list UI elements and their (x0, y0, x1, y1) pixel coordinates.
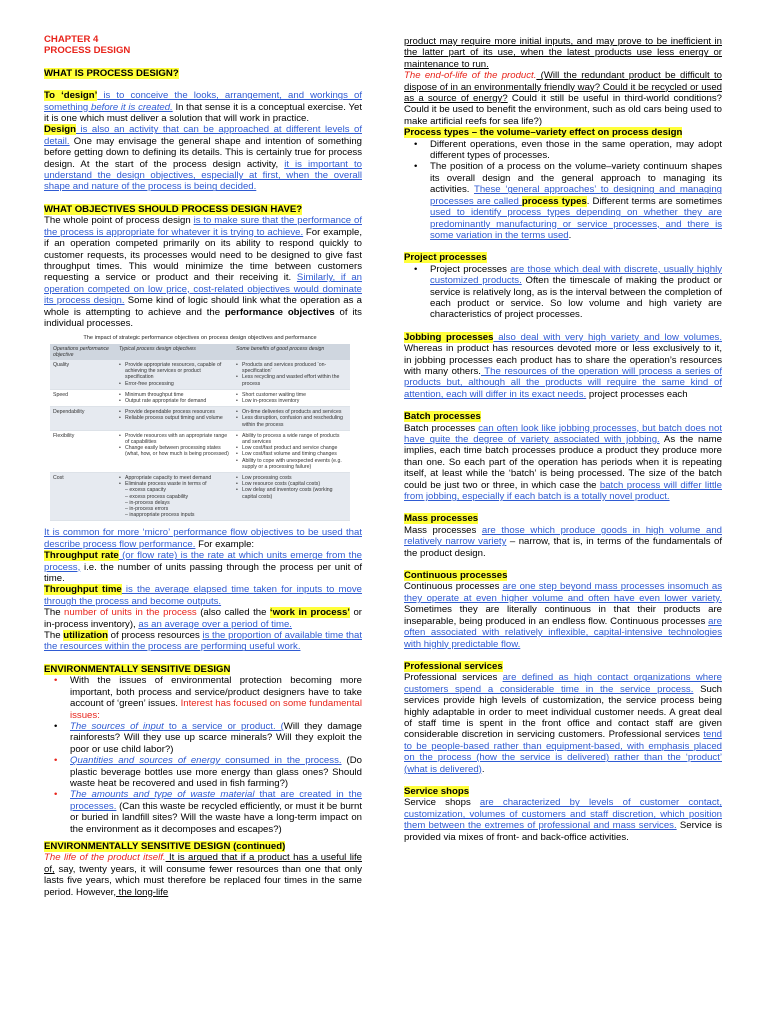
left-column (44, 34, 362, 898)
heading-project-processes: Project processes (404, 252, 487, 264)
list-item: • The position of a process on the volume–variety continuum shapes its overall design and the general approach to managing its activities. These ‘general approaches’ to designing and managing processes are called process types. Different terms are sometimes used to identify process types depending on whether they are predominantly manufacturing or service processes, and there is some variation in the terms used. (414, 161, 722, 241)
list-item: • Quantities and sources of energy consumed in the process. (Do plastic beverage bottles use more energy than glass ones? Should waste heat be recovered and used in fish farming?) (54, 755, 362, 789)
paragraph-product-life: The life of the product itself. It is argued that if a product has a useful life of, say, twenty years, it will consume fewer resources than one that only lasts five years, which must therefore be replaced four times in the same period. However, the long-life (44, 852, 362, 898)
paragraph-jobbing-processes: Jobbing processes also deal with very high variety and low volumes. Whereas in product has resources devoted more or less exclusively to it, in jobbing processes each product has to share the operation’s resources with many others. The resources of the operation will process a series of products but, although all the products will require the same kind of attention, each will differ in its exact needs. project processes each (404, 331, 722, 400)
table-list-item: • Low in-process inventory (236, 397, 300, 404)
paragraph-work-in-process: The number of units in the process (also called the ‘work in process’ or in-process inventory), as an average over a period of time. (44, 607, 362, 630)
table-header: Some benefits of good process design (233, 344, 350, 360)
table-cell-design (116, 430, 233, 472)
list-item: • Different operations, even those in the same operation, may adopt different types of processes. (414, 138, 722, 162)
heading-service-shops: Service shops (404, 785, 470, 797)
right-column (404, 36, 722, 843)
table-list-item: • Low processing costs (236, 475, 292, 481)
heading-objectives: WHAT OBJECTIVES SHOULD PROCESS DESIGN HAVE? (44, 203, 303, 215)
table-list-item: • Ability to cope with unexpected events (e.g. supply or a processing failure) (236, 457, 342, 470)
table-list-item: • Less disruption, confusion and rescheduling within the process (236, 415, 343, 428)
paragraph-design-activity: Design is also an activity that can be approached at different levels of detail. One may envisage the general shape and intention of something before getting down to defining its details. This is certainly true for process design. At the start of the process design activity, it is important to understand the design objectives, especially at first, when the overall shape and nature of the process is being decided. (44, 124, 362, 193)
table-list-item: • Ability to process a wide range of products and services (236, 432, 340, 445)
heading-professional-services: Professional services (404, 660, 503, 672)
table-list-item: – excess process capability (125, 493, 189, 500)
paragraph-throughput-time: Throughput time is the average elapsed time taken for inputs to move through the process and become outputs. (44, 584, 363, 607)
table-list-item: • Provide appropriate resources, capable of achieving the services or product specification (119, 361, 222, 381)
table-cell-design (116, 360, 233, 389)
table-header: Operations performance objective (50, 344, 116, 360)
table-cell-benefits (233, 360, 350, 389)
heading-mass-processes: Mass processes (404, 513, 479, 525)
heading-environmentally-sensitive-design-continued: ENVIRONMENTALLY SENSITIVE DESIGN (continued) (44, 840, 286, 852)
table-row (50, 389, 350, 406)
table-list-item: • Low resource costs (capital costs) (236, 481, 321, 488)
table-cell-design (116, 473, 233, 521)
table-list-item: • Change easily between processing states (what, how, or how much is being processed) (119, 445, 229, 458)
table-list-item: • Output rate appropriate for demand (119, 397, 207, 404)
table-list-item: • Short customer waiting time (236, 391, 307, 398)
table-header: Typical process design objectives (116, 344, 233, 360)
list-item: • The sources of input to a service or product. (Will they damage rainforests? Will they use up scarce minerals? Will they exploit the poor or use child labor?) (54, 720, 362, 755)
project-bullet-list (404, 264, 722, 321)
table-list-item: • Less recycling and wasted effort within the process (236, 374, 340, 387)
table-row (50, 407, 350, 431)
table-list-item: – in-process delays (125, 499, 170, 506)
heading-continuous-processes: Continuous processes (404, 570, 508, 582)
table-list-item: • Reliable process output timing and volume (119, 415, 223, 422)
process-types-bullet-list (404, 139, 722, 242)
table-cell-benefits (233, 473, 350, 521)
table-cell-objective: Quality (50, 360, 116, 389)
list-item: • The amounts and type of waste material that are created in the processes. (Can this waste be recycled efficiently, or must it be burnt or buried in landfill sites? Will the waste have a long-term impact on the environment as it decomposes and escapes?) (54, 789, 363, 835)
list-item: • With the issues of environmental protection becoming more important, both process and service/product designers have to take account of ‘green’ issues. Interest has focused on some fundamental issues: (54, 675, 362, 721)
paragraph-design-definition: To ‘design’ is to conceive the looks, arrangement, and workings of something before it is created. In that sense it is a conceptual exercise. Yet it is one which must deliver a solution that will work in practice. (44, 90, 363, 125)
paragraph-batch-processes: Batch processes can often look like jobbing processes, but batch does not have quite the degree of variety associated with jobbing. As the name implies, each time batch processes produce a product they produce more than one. So each part of the operation has periods when it is repeating itself, at least while the ‘batch’ is being processed. The size of the batch could be just two or three, in which case the batch process will differ little from jobbing, especially if each batch is a totally novel product. (404, 422, 722, 503)
chapter-label: CHAPTER 4 (44, 34, 99, 45)
paragraph-utilization: The utilization of process resources is the proportion of available time that the resources within the process are performing useful work. (44, 630, 362, 653)
heading-process-types: Process types – the volume–variety effect on process design (404, 127, 683, 139)
environment-bullet-list (44, 675, 362, 835)
paragraph-end-of-life: The end-of-life of the product. (Will the redundant product be difficult to dispose of in an environmentally friendly way? Could it be recycled or used as a source of energy? Could it still be useful in third-world conditions? Could it be used to benefit the environment, such as old cars being used to make artificial reefs for sea life?) (404, 70, 722, 127)
paragraph-service-shops: Service shops are characterized by levels of customer contact, customization, volumes of customers and staff discretion, which position them between the extremes of professional and mass services. Service is provided via mixes of front- and back-office activities. (404, 797, 722, 843)
table-list-item: • Error-free processing (119, 380, 174, 387)
heading-batch-processes: Batch processes (404, 411, 481, 423)
paragraph-micro-objectives: It is common for more ‘micro’ performance flow objectives to be used that describe process flow performance. For example: (44, 527, 362, 550)
paragraph-continuous-processes: Continuous processes are one step beyond mass processes insomuch as they operate at even higher volume and often have even lower variety. Sometimes they are literally continuous in that their products are inseparable, being produced in an endless flow. Continuous processes are often associated with relatively inflexible, capital-intensive technologies with highly predictable flow. (404, 581, 722, 650)
table-cell-design (116, 389, 233, 406)
heading-environmentally-sensitive-design: ENVIRONMENTALLY SENSITIVE DESIGN (44, 663, 231, 675)
table-list-item: • Provide resources with an appropriate range of capabilities (119, 432, 228, 445)
table-row (50, 430, 350, 472)
paragraph-mass-processes: Mass processes are those which produce goods in high volume and relatively narrow variety – narrow, that is, in terms of the fundamentals of the product design. (404, 524, 722, 559)
table-cell-benefits (233, 407, 350, 431)
heading-what-is-process-design: WHAT IS PROCESS DESIGN? (44, 67, 179, 79)
table-cell-benefits (233, 430, 350, 472)
table-cell-objective: Cost (50, 473, 116, 521)
paragraph-professional-services: Professional services are defined as high contact organizations where customers spend a considerable time in the service process. Such services provide high levels of customization, the service process being highly adaptable in order to meet individual customer needs. A great deal of staff time is spent in the front office and contact staff are given considerable discretion in servicing customers. Professional services tend to be people-based rather than equipment-based, with emphasis placed on the process (how the service is delivered) rather than the ‘product’ (what is delivered). (404, 672, 723, 775)
table-list-item: – excess capacity (125, 487, 166, 494)
table-list-item: • Low cost/fast product and service change (236, 445, 338, 452)
table-list-item: • Appropriate capacity to meet demand (119, 475, 212, 481)
table-cell-benefits (233, 389, 350, 406)
table-list-item: • Low cost/fast volume and timing changes (236, 451, 337, 458)
chapter-title: PROCESS DESIGN (44, 45, 131, 57)
table-list-item: – in-process errors (125, 506, 169, 513)
table-caption: The impact of strategic performance objectives on process design objectives and performance (83, 335, 317, 342)
table-list-item: • Provide dependable process resources (119, 409, 215, 416)
performance-objectives-table (50, 335, 350, 521)
list-item: • Project processes are those which deal with discrete, usually highly customized products. Often the timescale of making the product or service is relatively long, as is the interval between the completion of each product or service. So low volume and high variety are characteristics of project processes. (414, 263, 722, 321)
table-cell-design (116, 407, 233, 431)
table-list-item: • Low delay and inventory costs (working capital costs) (236, 487, 333, 500)
table-list-item: • Eliminate process waste in terms of (119, 481, 207, 488)
table-list-item: • On-time deliveries of products and services (236, 409, 342, 416)
table-cell-objective: Dependability (50, 407, 116, 431)
table-cell-objective: Flexibility (50, 430, 116, 472)
table-list-item: • Products and services produced ‘on-specification’ (236, 361, 327, 375)
paragraph-objectives: The whole point of process design is to make sure that the performance of the process is appropriate for whatever it is trying to achieve. For example, if an operation competed primarily on its ability to respond quickly to customer requests, its processes would need to be designed to give fast throughput times. This would minimize the time between customers requesting a service or product and their receiving it. Similarly, if an operation competed on low price, cost-related objectives would dominate its process design. Some kind of logic should link what the operation as a whole is attempting to achieve and the performance objectives of its individual processes. (44, 215, 362, 329)
table-row (50, 473, 350, 521)
table-row (50, 360, 350, 389)
paragraph-long-life-continued: product may require more initial inputs, and may prove to be inefficient in the latter part of its use, when the latest products use less energy or maintenance to run. (404, 36, 722, 70)
table-list-item: • Minimum throughput time (119, 391, 184, 398)
table-cell-objective: Speed (50, 389, 116, 406)
paragraph-throughput-rate: Throughput rate (or flow rate) is the rate at which units emerge from the process, i.e. the number of units passing through the process per unit of time. (44, 550, 363, 585)
table-list-item: – inappropriate process inputs (125, 512, 195, 519)
